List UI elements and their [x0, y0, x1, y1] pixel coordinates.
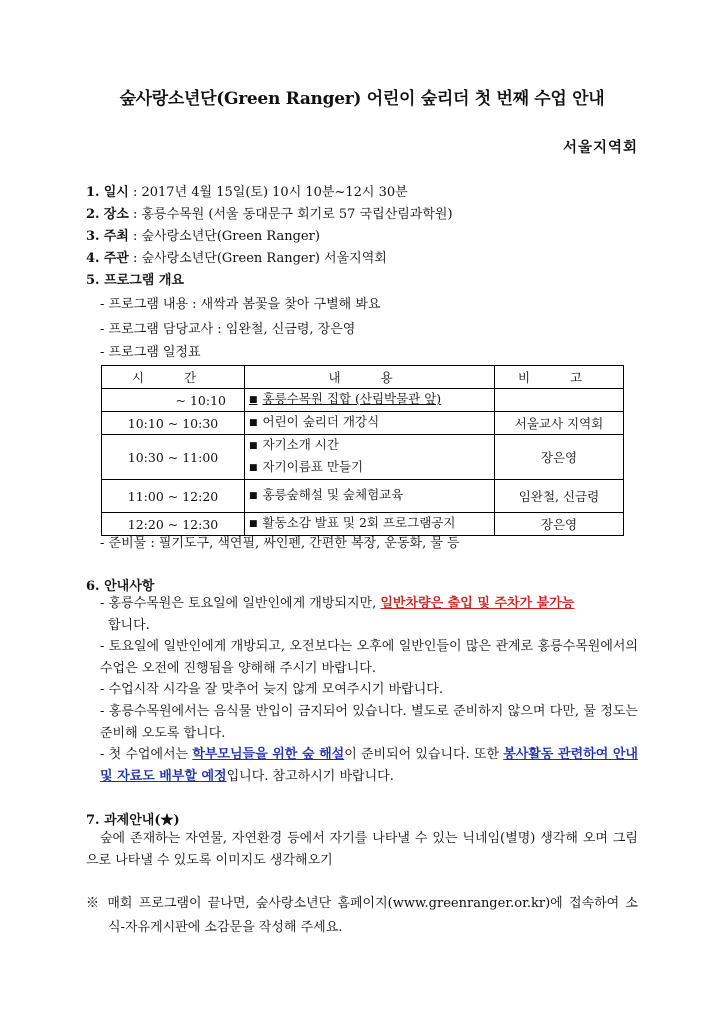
- notice-5: - 첫 수업에서는 학부모님들을 위한 숲 해설이 준비되어 있습니다. 또한 봉사활동 관련하여 안내 및 자료도 배부할 예정입니다. 참고하시기 바랍니다.: [100, 747, 638, 784]
- notice-highlight-red: 일반차량은 출입 및 주차가 불가능: [380, 596, 575, 611]
- task-body: 숲에 존재하는 자연물, 자연환경 등에서 자기를 나타낼 수 있는 닉네임(별명) 생각해 오며 그림으로 나타낼 수 있도록 이미지도 생각해오기: [86, 831, 638, 868]
- row-note: 서울교사 지역회: [495, 412, 624, 435]
- notices-heading: 6. 안내사항: [86, 579, 155, 594]
- row-content: ■ 자기소개 시간 ■ 자기이름표 만들기: [245, 435, 495, 480]
- row-note: 임완철, 신금령: [495, 480, 624, 513]
- item-value: : 2017년 4월 15일(토) 10시 10분~12시 30분: [128, 185, 408, 200]
- row-time: 11:00 ~ 12:20: [102, 480, 245, 513]
- notice-highlight-blue: 학부모님들을 위한 숲 해설: [192, 747, 345, 762]
- row-content: ■ 어린이 숲리더 개강식: [245, 412, 495, 435]
- organization-name: 서울지역회: [562, 139, 638, 156]
- row-content: ■ 홍릉숲해설 및 숲체험교육: [245, 480, 495, 513]
- row-time: ~ 10:10: [102, 389, 245, 412]
- column-header-time: 시 간: [102, 366, 245, 389]
- row-content: ■ 홍릉수목원 집합 (산림박물관 앞): [245, 389, 495, 412]
- program-schedule-label: - 프로그램 일정표: [100, 345, 201, 360]
- page-title: 숲사랑소년단(Green Ranger) 어린이 숲리더 첫 번째 수업 안내: [119, 89, 605, 109]
- row-time: 10:30 ~ 11:00: [102, 435, 245, 480]
- notice-2: - 토요일에 일반인에게 개방되고, 오전보다는 오후에 일반인들이 많은 관계로 홍릉수목원에서의 수업은 오전에 진행됨을 양해해 주시기 바랍니다.: [100, 639, 638, 676]
- item-place: 2. 장소 : 홍릉수목원 (서울 동대문구 회기로 57 국립산림과학원): [86, 207, 453, 222]
- item-label: 주관: [103, 251, 129, 266]
- schedule-table: [101, 365, 624, 536]
- row-note: [495, 389, 624, 412]
- column-header-content: 내 용: [245, 366, 495, 389]
- item-date: 1. 일시 : 2017년 4월 15일(토) 10시 10분~12시 30분: [86, 185, 408, 200]
- table-row: [102, 389, 624, 412]
- item-value: : 숲사랑소년단(Green Ranger) 서울지역회: [128, 251, 387, 266]
- program-teachers: - 프로그램 담당교사 : 임완철, 신금령, 장은영: [100, 322, 356, 337]
- item-label: 주최: [103, 229, 129, 244]
- table-row: [102, 412, 624, 435]
- row-time: 10:10 ~ 10:30: [102, 412, 245, 435]
- program-supplies: - 준비물 : 필기도구, 색연필, 싸인펜, 간편한 복장, 운동화, 물 등: [100, 536, 460, 551]
- item-value: : 숲사랑소년단(Green Ranger): [128, 229, 320, 244]
- notice-4: - 홍릉수목원에서는 음식물 반입이 금지되어 있습니다. 별도로 준비하지 않으며 다만, 물 정도는 준비해 오도록 합니다.: [100, 704, 638, 741]
- notice-1: - 홍릉수목원은 토요일에 일반인에게 개방되지만, 일반차량은 출입 및 주차가 불가능 합니다.: [100, 596, 575, 633]
- item-label: 장소: [103, 207, 129, 222]
- row-note: 장은영: [495, 435, 624, 480]
- program-content: - 프로그램 내용 : 새싹과 봄꽃을 찾아 구별해 봐요: [100, 297, 381, 312]
- column-header-note: 비 고: [495, 366, 624, 389]
- item-label: 일시: [103, 185, 129, 200]
- item-organizer: 4. 주관 : 숲사랑소년단(Green Ranger) 서울지역회: [86, 251, 387, 266]
- row-note: 장은영: [495, 513, 624, 536]
- row-content: ■ 활동소감 발표 및 2회 프로그램공지: [245, 513, 495, 536]
- item-value: : 홍릉수목원 (서울 동대문구 회기로 57 국립산림과학원): [128, 207, 453, 222]
- table-row: [102, 435, 624, 480]
- item-host: 3. 주최 : 숲사랑소년단(Green Ranger): [86, 229, 320, 244]
- footnote: ※ 매회 프로그램이 끝나면, 숲사랑소년단 홈페이지(www.greenranger.or.kr)에 접속하여 소식-자유게시판에 소감문을 작성해 주세요.: [86, 896, 638, 935]
- program-heading: 5. 프로그램 개요: [86, 273, 184, 288]
- notice-highlight-blue: 봉사활동 관련하여 안내 및 자료도 배부할 예정: [100, 747, 638, 784]
- row-time: 12:20 ~ 12:30: [102, 513, 245, 536]
- task-heading: 7. 과제안내(★): [86, 813, 180, 828]
- table-header-row: [102, 366, 624, 389]
- table-row: [102, 480, 624, 513]
- notice-3: - 수업시작 시각을 잘 맞추어 늦지 않게 모여주시기 바랍니다.: [100, 682, 443, 697]
